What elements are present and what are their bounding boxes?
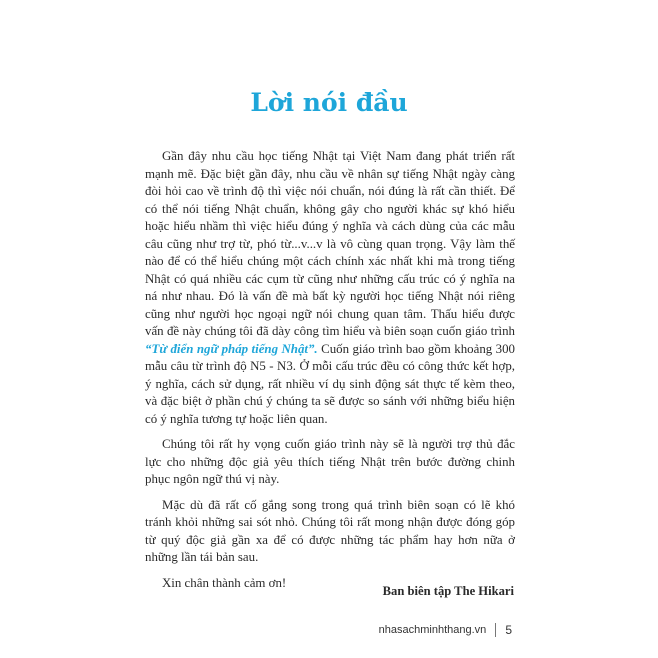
- page-number: 5: [505, 623, 512, 637]
- page-footer: [379, 623, 512, 637]
- signature: Ban biên tập The Hikari: [382, 584, 514, 598]
- paragraph-intro: [145, 148, 515, 428]
- footer-website: nhasachminhthang.vn: [378, 624, 487, 636]
- paragraph-intro-text: Gần đây nhu cầu học tiếng Nhật tại Việt Nam đang phát triển rất mạnh mẽ. Đặc biệt gần đây, nhu cầu về nhân sự tiếng Nhật ngày càng đòi hỏi cao về trình độ thì việc nói chuẩn, nói đúng là rất cần thiết. Để có thể nói tiếng Nhật chuẩn, không gây cho người khác sự khó hiểu hoặc hiểu nhầm thì việc hiểu đúng ý nghĩa và cách dùng của các mẫu câu cũng như trợ từ, phó từ...v...v là vô cùng quan trọng. Vậy làm thế nào để có thể hiểu chúng một cách chính xác nhất khi mà trong tiếng Nhật có quá nhiều các cụm từ cũng như những cấu trúc có ý nghĩa na ná như nhau. Đó là vấn đề mà bất kỳ người học tiếng Nhật nói riêng cũng như người học ngoại ngữ nói chung quan tâm. Thấu hiểu được vấn đề này chúng tôi đã dày công tìm hiểu và biên soạn cuốn giáo trình: [145, 149, 515, 338]
- paragraph-thanks: Xin chân thành cảm ơn!: [162, 575, 287, 590]
- preface-body: [145, 148, 515, 600]
- book-title: “Từ điển ngữ pháp tiếng Nhật”.: [145, 341, 318, 356]
- footer-divider: [495, 623, 496, 637]
- paragraph-apology: Mặc dù đã rất cố gắng song trong quá trình biên soạn có lẽ khó tránh khỏi những sai sót nhỏ. Chúng tôi rất mong nhận được đóng góp từ quý độc giả gần xa để có được những tác phẩm hay hơn nữa ở những lần tái bản sau.: [145, 497, 515, 564]
- page-title: Lời nói đầu: [250, 88, 408, 117]
- paragraph-intro-continued: Cuốn giáo trình bao gồm khoảng 300 mẫu câu từ trình độ N5 - N3. Ở mỗi cấu trúc đều có công thức kết hợp, ý nghĩa, cách sử dụng, rất nhiều ví dụ sinh động sát thực tế kèm theo, và đặc biệt ở phần chú ý chúng ta sẽ được so sánh với những biểu hiện có ý nghĩa tương tự hoặc liên quan.: [145, 341, 515, 426]
- paragraph-hope: Chúng tôi rất hy vọng cuốn giáo trình này sẽ là người trợ thủ đắc lực cho những độc giả yêu thích tiếng Nhật trên bước đường chinh phục ngôn ngữ thú vị này.: [145, 437, 515, 486]
